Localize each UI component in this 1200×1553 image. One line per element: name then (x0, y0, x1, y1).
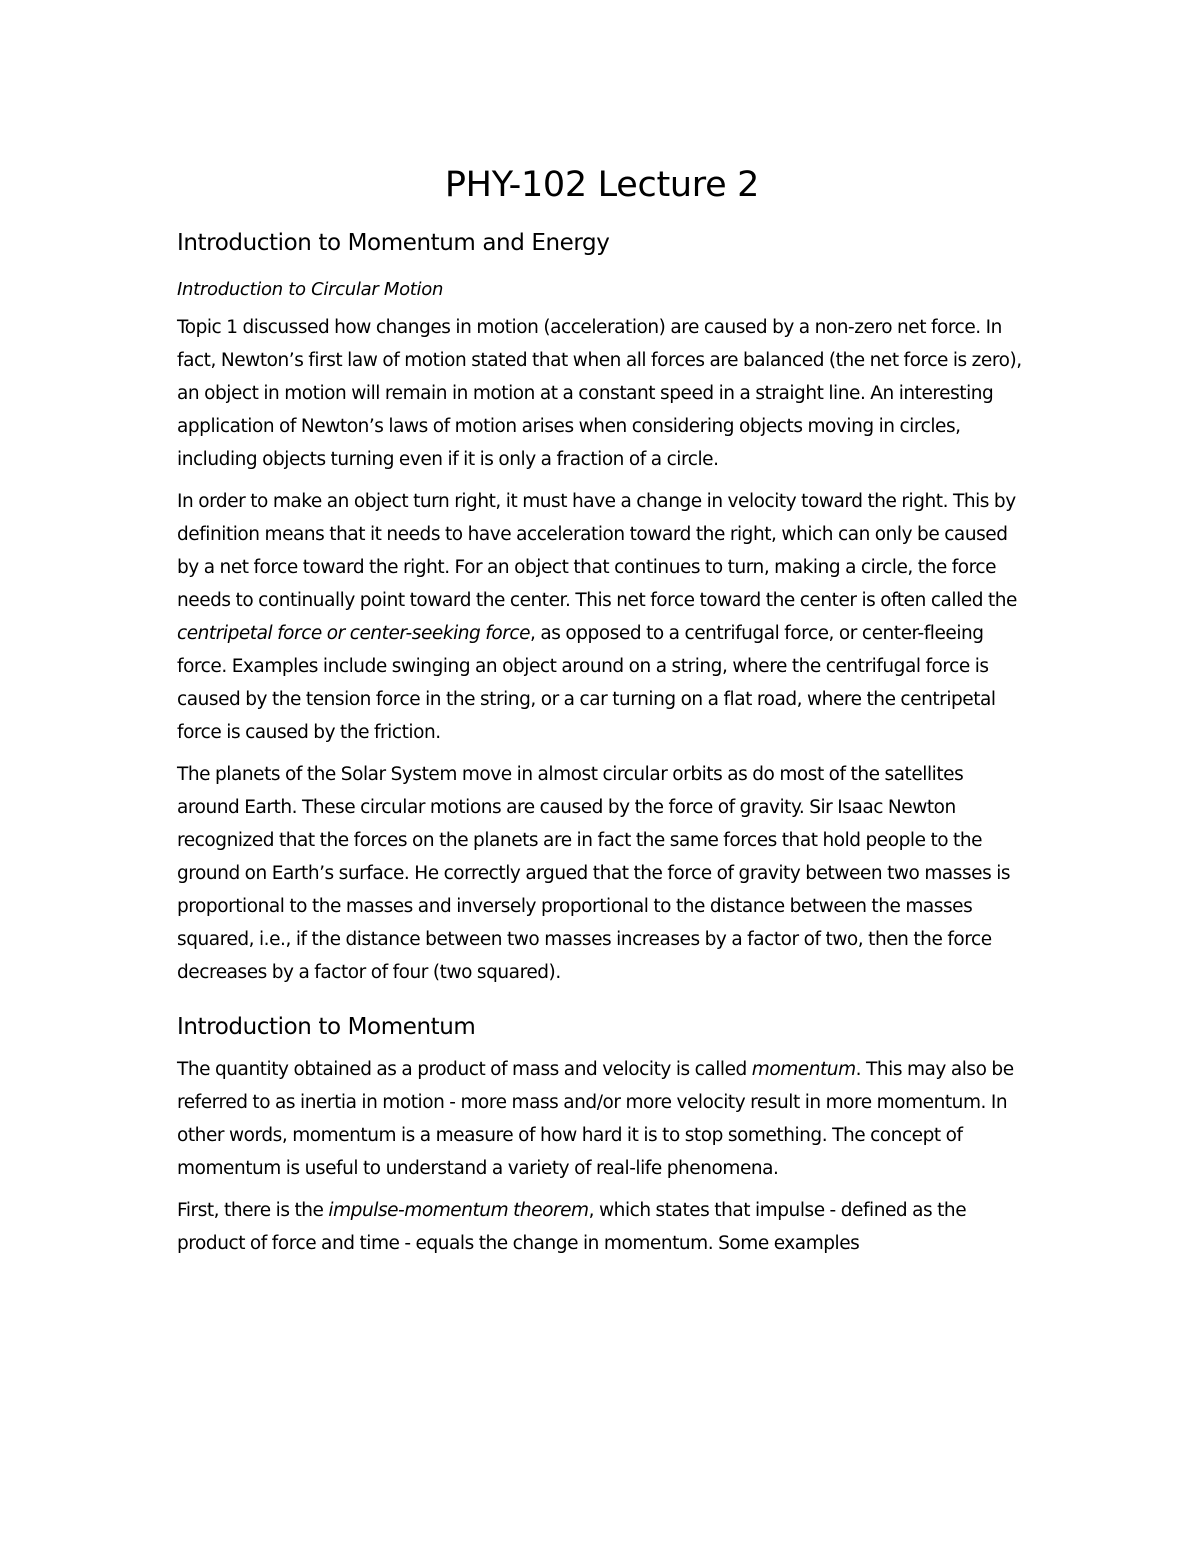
paragraph-text: In order to make an object turn right, it must have a change in velocity toward the right. This by definition means that it needs to have acceleration toward the right, which can only be caused by a net force toward the right. For an object that continues to turn, making a circle, the force needs to continually point toward the center. This net force toward the center is often called the (177, 491, 1017, 611)
section-heading-momentum-energy: Introduction to Momentum and Energy (177, 230, 610, 256)
paragraph-text: First, there is the (177, 1200, 329, 1221)
paragraph-impulse-momentum (177, 1194, 1027, 1260)
paragraph-turning-right (177, 485, 1027, 749)
subsection-heading-circular-motion: Introduction to Circular Motion (177, 279, 444, 300)
emphasis-momentum: momentum (751, 1059, 856, 1080)
section-heading-momentum: Introduction to Momentum (177, 1014, 476, 1040)
paragraph-momentum-definition (177, 1053, 1027, 1185)
emphasis-impulse-momentum-theorem: impulse-momentum theorem (328, 1200, 589, 1221)
paragraph-planets: The planets of the Solar System move in almost circular orbits as do most of the satellites around Earth. These circular motions are caused by the force of gravity. Sir Isaac Newton recognized that the forces on the planets are in fact the same forces that hold people to the ground on Earth’s surface. He correctly argued that the force of gravity between two masses is proportional to the masses and inversely proportional to the distance between the masses squared, i.e., if the distance between two masses increases by a factor of two, then the force decreases by a factor of four (two squared). (177, 764, 1011, 983)
paragraph-topic-1: Topic 1 discussed how changes in motion (acceleration) are caused by a non-zero net force. In fact, Newton’s first law of motion stated that when all forces are balanced (the net force is zero), an object in motion will remain in motion at a constant speed in a straight line. An interesting application of Newton’s laws of motion arises when considering objects moving in circles, including objects turning even if it is only a fraction of a circle. (177, 317, 1022, 470)
document-body (177, 160, 1027, 1269)
paragraph-text: . This may also be referred to as inertia in motion - more mass and/or more velocity result in more momentum. In other words, momentum is a measure of how hard it is to stop something. The concept of momentum is useful to understand a variety of real-life phenomena. (177, 1059, 1014, 1179)
emphasis-centripetal-force: centripetal force or center-seeking force (177, 623, 531, 644)
paragraph-text: The quantity obtained as a product of mass and velocity is called (177, 1059, 752, 1080)
paragraph-text: , as opposed to a centrifugal force, or center-fleeing force. Examples include swinging an object around on a string, where the centrifugal force is caused by the tension force in the string, or a car turning on a flat road, where the centripetal force is caused by the friction. (177, 623, 996, 743)
paragraph-text: , which states that impulse - defined as the product of force and time - equals the change in momentum. Some examples (177, 1200, 967, 1254)
document-title: PHY-102 Lecture 2 (444, 165, 760, 205)
